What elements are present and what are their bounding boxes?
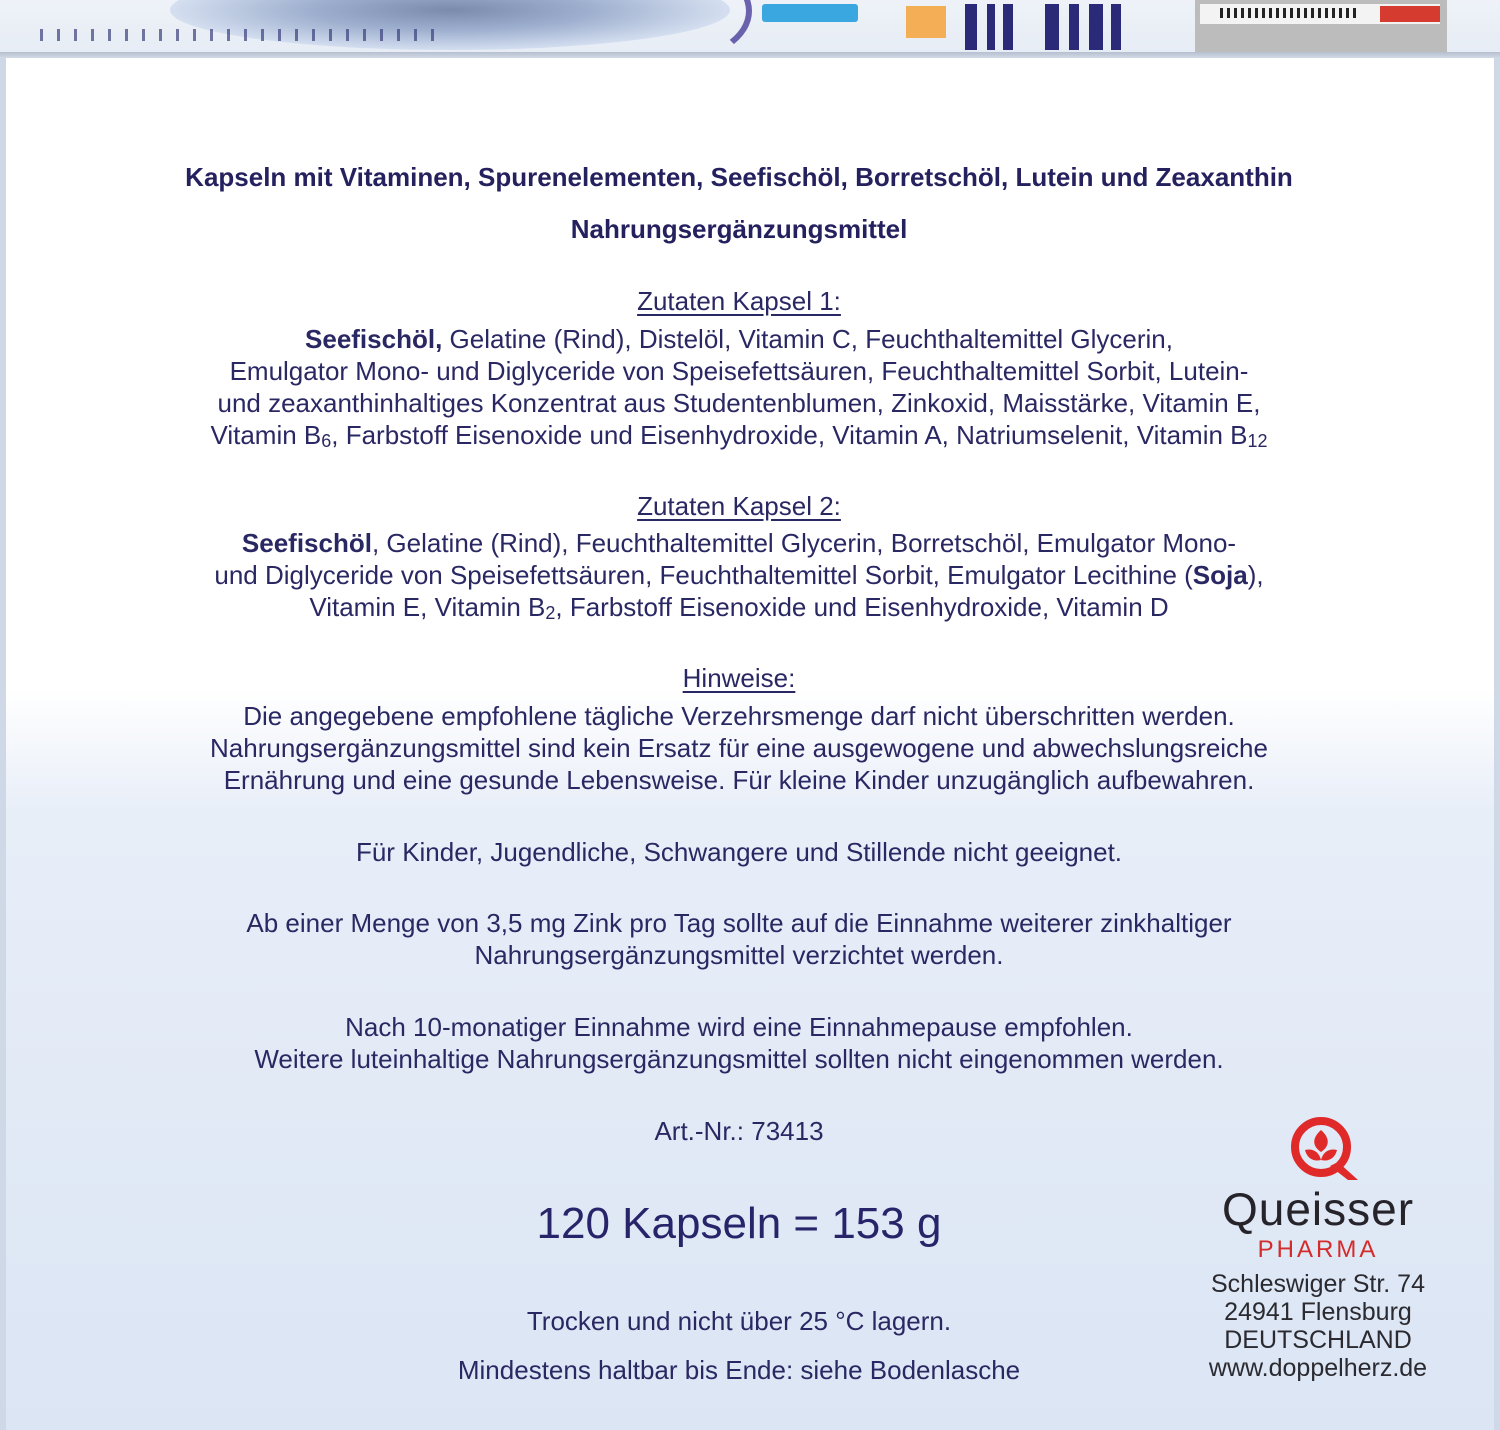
storage-note: Trocken und nicht über 25 °C lagern. bbox=[526, 1306, 952, 1336]
brand-division: PHARMA bbox=[1257, 1236, 1379, 1263]
capsule2-line3-a: Vitamin E, Vitamin B bbox=[309, 592, 546, 622]
notes-zinc bbox=[0, 907, 1478, 971]
article-number: Art.-Nr.: 73413 bbox=[654, 1116, 824, 1146]
capsule2-line2 bbox=[0, 559, 1478, 591]
manufacturer-address bbox=[1168, 1270, 1468, 1382]
notes-line3: Ernährung und eine gesunde Lebensweise. Für kleine Kinder unzugänglich aufbewahren. bbox=[223, 765, 1255, 795]
flap-blue-badge bbox=[762, 4, 858, 22]
address-country: DEUTSCHLAND bbox=[1224, 1326, 1412, 1354]
notes-pause bbox=[0, 1011, 1478, 1075]
capsule2-line2-b: ), bbox=[1247, 560, 1264, 590]
top-flap bbox=[0, 0, 1500, 58]
notes-children: Für Kinder, Jugendliche, Schwangere und Stillende nicht geeignet. bbox=[355, 837, 1123, 867]
capsule1-line4-sub1: 6 bbox=[321, 431, 332, 451]
capsule1-line2: Emulgator Mono- und Diglyceride von Speisefettsäuren, Feuchthaltemittel Sorbit, Lutein- bbox=[229, 356, 1249, 386]
product-category: Nahrungsergänzungsmittel bbox=[570, 214, 908, 244]
flap-print-marks bbox=[40, 28, 460, 50]
capsule1-line4 bbox=[0, 419, 1478, 451]
package-amount: 120 Kapseln = 153 g bbox=[536, 1199, 942, 1248]
capsule2-line1-rest: , Gelatine (Rind), Feuchthaltemittel Glycerin, Borretschöl, Emulgator Mono- bbox=[371, 528, 1237, 558]
notes-zinc-line1: Ab einer Menge von 3,5 mg Zink pro Tag sollte auf die Einnahme weiterer zinkhaltiger bbox=[246, 908, 1232, 938]
capsule1-line1 bbox=[0, 323, 1478, 355]
capsule1-bold-start: Seefischöl, bbox=[305, 324, 443, 354]
capsule2-allergen: Soja bbox=[1192, 560, 1248, 590]
capsule1-line3: und zeaxanthinhaltiges Konzentrat aus Studentenblumen, Zinkoxid, Maisstärke, Vitamin E, bbox=[217, 388, 1261, 418]
best-before-note: Mindestens haltbar bis Ende: siehe Bodenlasche bbox=[457, 1355, 1021, 1385]
capsule2-line3-sub: 2 bbox=[545, 603, 556, 623]
capsule1-line1-rest: Gelatine (Rind), Distelöl, Vitamin C, Feuchthaltemittel Glycerin, bbox=[442, 324, 1173, 354]
capsule1-line4-sub2: 12 bbox=[1247, 431, 1268, 451]
product-description: Kapseln mit Vitaminen, Spurenelementen, Seefischöl, Borretschöl, Lutein und Zeaxanthin bbox=[185, 162, 1293, 192]
queisser-logo-icon bbox=[1278, 1116, 1364, 1182]
address-street: Schleswiger Str. 74 bbox=[1211, 1270, 1425, 1298]
notes-pause-line2: Weitere luteinhaltige Nahrungsergänzungsmittel sollten nicht eingenommen werden. bbox=[254, 1044, 1224, 1074]
flap-title-print bbox=[905, 4, 1135, 50]
capsule1-line4-b: , Farbstoff Eisenoxide und Eisenhydroxide, Vitamin A, Natriumselenit, Vitamin B bbox=[331, 420, 1248, 450]
brand-name: Queisser bbox=[1221, 1183, 1415, 1235]
address-city: 24941 Flensburg bbox=[1224, 1298, 1412, 1326]
capsule2-line2-a: und Diglyceride von Speisefettsäuren, Feuchthaltemittel Sorbit, Emulgator Lecithine ( bbox=[214, 560, 1193, 590]
flap-ring-graphic bbox=[600, 0, 752, 58]
capsule2-line1 bbox=[0, 527, 1478, 559]
notes-zinc-line2: Nahrungsergänzungsmittel verzichtet werden. bbox=[474, 940, 1004, 970]
capsule1-line4-a: Vitamin B bbox=[210, 420, 322, 450]
capsule1-ingredients bbox=[0, 323, 1478, 451]
notes-pause-line1: Nach 10-monatiger Einnahme wird eine Einnahmepause empfohlen. bbox=[345, 1012, 1133, 1042]
flap-red-mark bbox=[1380, 6, 1440, 22]
flap-barcode bbox=[1220, 8, 1360, 18]
notes-title: Hinweise: bbox=[682, 663, 796, 693]
panel-edge-right bbox=[1494, 58, 1500, 1430]
capsule2-title: Zutaten Kapsel 2: bbox=[637, 491, 841, 521]
capsule2-ingredients bbox=[0, 527, 1478, 623]
capsule1-title: Zutaten Kapsel 1: bbox=[637, 286, 841, 316]
notes-line1: Die angegebene empfohlene tägliche Verzehrsmenge darf nicht überschritten werden. bbox=[243, 701, 1235, 731]
address-website: www.doppelherz.de bbox=[1208, 1354, 1428, 1382]
capsule2-bold-start: Seefischöl bbox=[241, 528, 372, 558]
notes-line2: Nahrungsergänzungsmittel sind kein Ersatz für eine ausgewogene und abwechslungsreiche bbox=[210, 733, 1268, 763]
notes-warning bbox=[0, 700, 1478, 796]
capsule2-line3-b: , Farbstoff Eisenoxide und Eisenhydroxide, Vitamin D bbox=[555, 592, 1169, 622]
capsule2-line3 bbox=[0, 591, 1478, 623]
